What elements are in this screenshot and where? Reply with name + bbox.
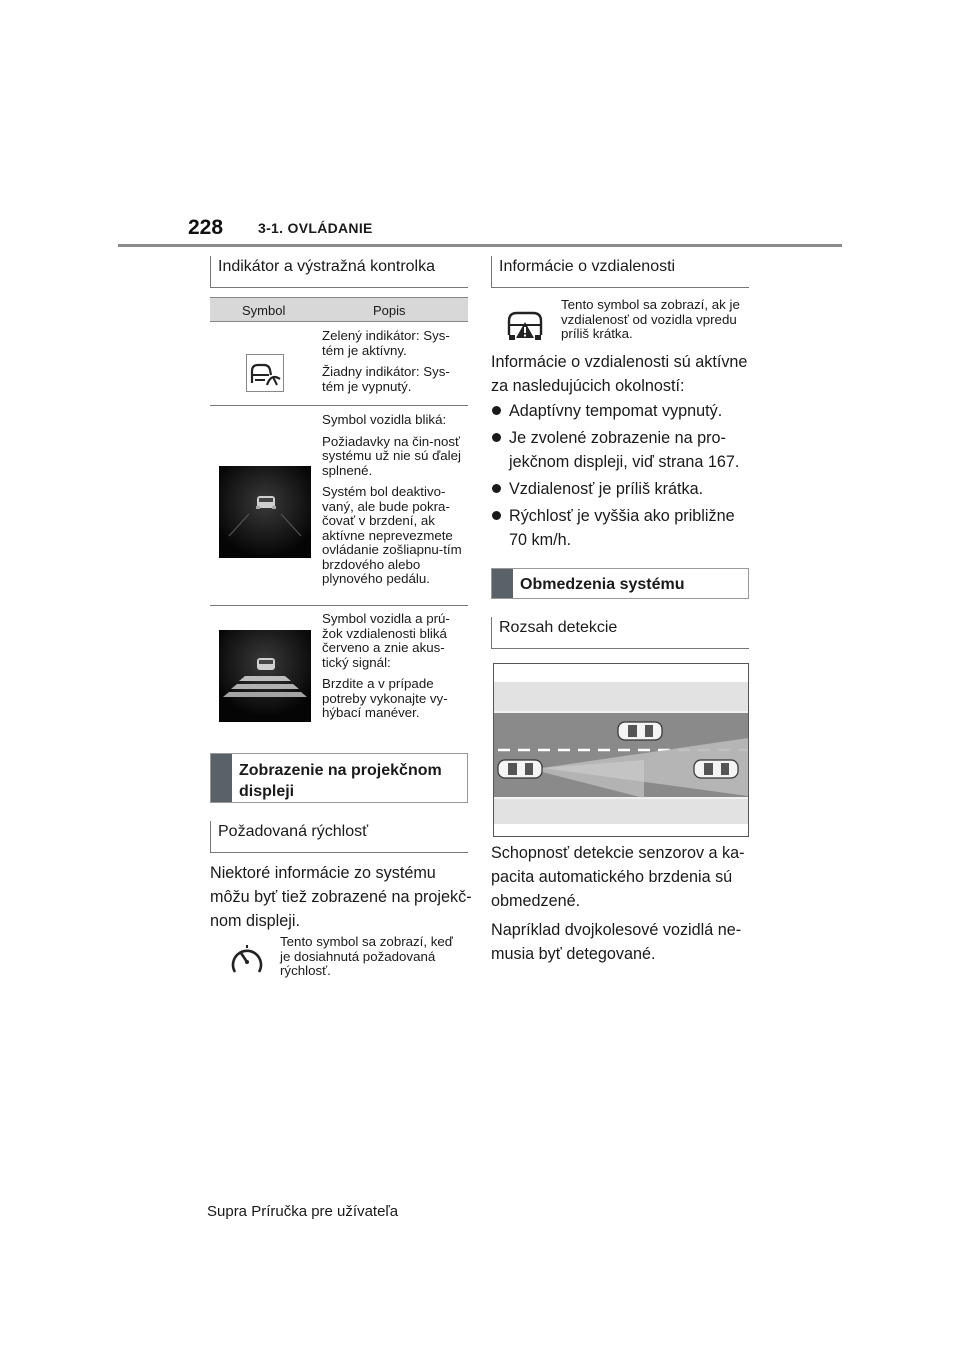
bullet-item: Adaptívny tempomat vypnutý.	[491, 399, 753, 423]
footer-text: Supra Príručka pre užívateľa	[207, 1203, 399, 1220]
detection-paragraph: Napríklad dvojkolesové vozidlá ne-musia byť detegované.	[491, 921, 742, 963]
hud-section-title: Zobrazenie na projekčnom displeji	[239, 762, 442, 800]
bullet-item: Rýchlosť je vyššia ako približne 70 km/h.	[491, 504, 753, 552]
row3-description	[322, 612, 464, 728]
header-rule	[118, 244, 842, 247]
distance-icon-caption: Tento symbol sa zobrazí, ak je vzdialenosť od vozidla vpredu príliš krátka.	[561, 297, 740, 341]
detection-range-diagram	[493, 663, 749, 837]
bullet-item: Je zvolené zobrazenie na pro-jekčnom displeji, viď strana 167.	[491, 426, 753, 474]
speed-paragraph: Niektoré informácie zo systému môžu byť tiež zobrazené na projekč-nom displeji.	[210, 864, 472, 930]
row1-description	[322, 329, 464, 401]
detection-paragraph: Schopnosť detekcie senzorov a ka-pacita automatického brzdenia sú obmedzené.	[491, 844, 745, 910]
car-left	[498, 760, 542, 778]
vehicle-symbol-display-image	[219, 466, 311, 558]
vehicle-warning-icon	[505, 305, 545, 343]
speed-heading: Požadovaná rýchlosť	[210, 821, 468, 853]
row1-line1: Zelený indikátor: Sys-tém je aktívny.	[322, 328, 450, 358]
row2-line1: Symbol vozidla bliká:	[322, 412, 447, 427]
limits-section-box	[491, 568, 749, 599]
col-symbol: Symbol	[242, 303, 286, 318]
section-bar	[492, 569, 513, 598]
distance-bullets	[491, 399, 753, 555]
section-bar	[211, 754, 232, 802]
table-header	[210, 297, 468, 322]
row2-line3: Systém bol deaktivo-vaný, ale bude pokra-čovať v brzdení, ak aktívne neprevezmete ovládanie zošliapnu-tím brzdového alebo plynového pedálu.	[322, 484, 462, 586]
distance-intro: Informácie o vzdialenosti sú aktívne za nasledujúcich okolností:	[491, 353, 748, 395]
vehicle-distance-bar-display-image	[219, 630, 311, 722]
row-separator	[210, 605, 468, 606]
page-number: 228	[188, 216, 224, 239]
car-right	[694, 760, 738, 778]
distance-control-indicator-icon	[246, 354, 284, 392]
distance-heading: Informácie o vzdialenosti	[491, 256, 749, 288]
limits-section-title: Obmedzenia systému	[520, 576, 685, 593]
row1-line2: Žiadny indikátor: Sys-tém je vypnutý.	[322, 364, 450, 394]
row-separator	[210, 405, 468, 406]
row2-description	[322, 413, 464, 594]
row3-line2: Brzdite a v prípade potreby vykonajte vy-hýbací manéver.	[322, 676, 448, 720]
row2-line2: Požiadavky na čin-nosť systému už nie sú ďalej splnené.	[322, 433, 461, 478]
detection-heading: Rozsah detekcie	[491, 617, 749, 649]
row3-line1: Symbol vozidla a prú-žok vzdialenosti bliká červeno a znie akus-tický signál:	[322, 611, 450, 670]
bullet-item: Vzdialenosť je príliš krátka.	[491, 477, 753, 501]
col-description: Popis	[373, 303, 406, 318]
speedometer-icon	[229, 942, 265, 978]
chapter-title: 3-1. OVLÁDANIE	[258, 220, 373, 236]
detection-text	[491, 841, 753, 971]
indicator-heading: Indikátor a výstražná kontrolka	[210, 256, 468, 288]
car-top	[618, 722, 662, 740]
hud-section-box	[210, 753, 468, 803]
speed-icon-caption: Tento symbol sa zobrazí, keď je dosiahnutá požadovaná rýchlosť.	[280, 934, 453, 978]
